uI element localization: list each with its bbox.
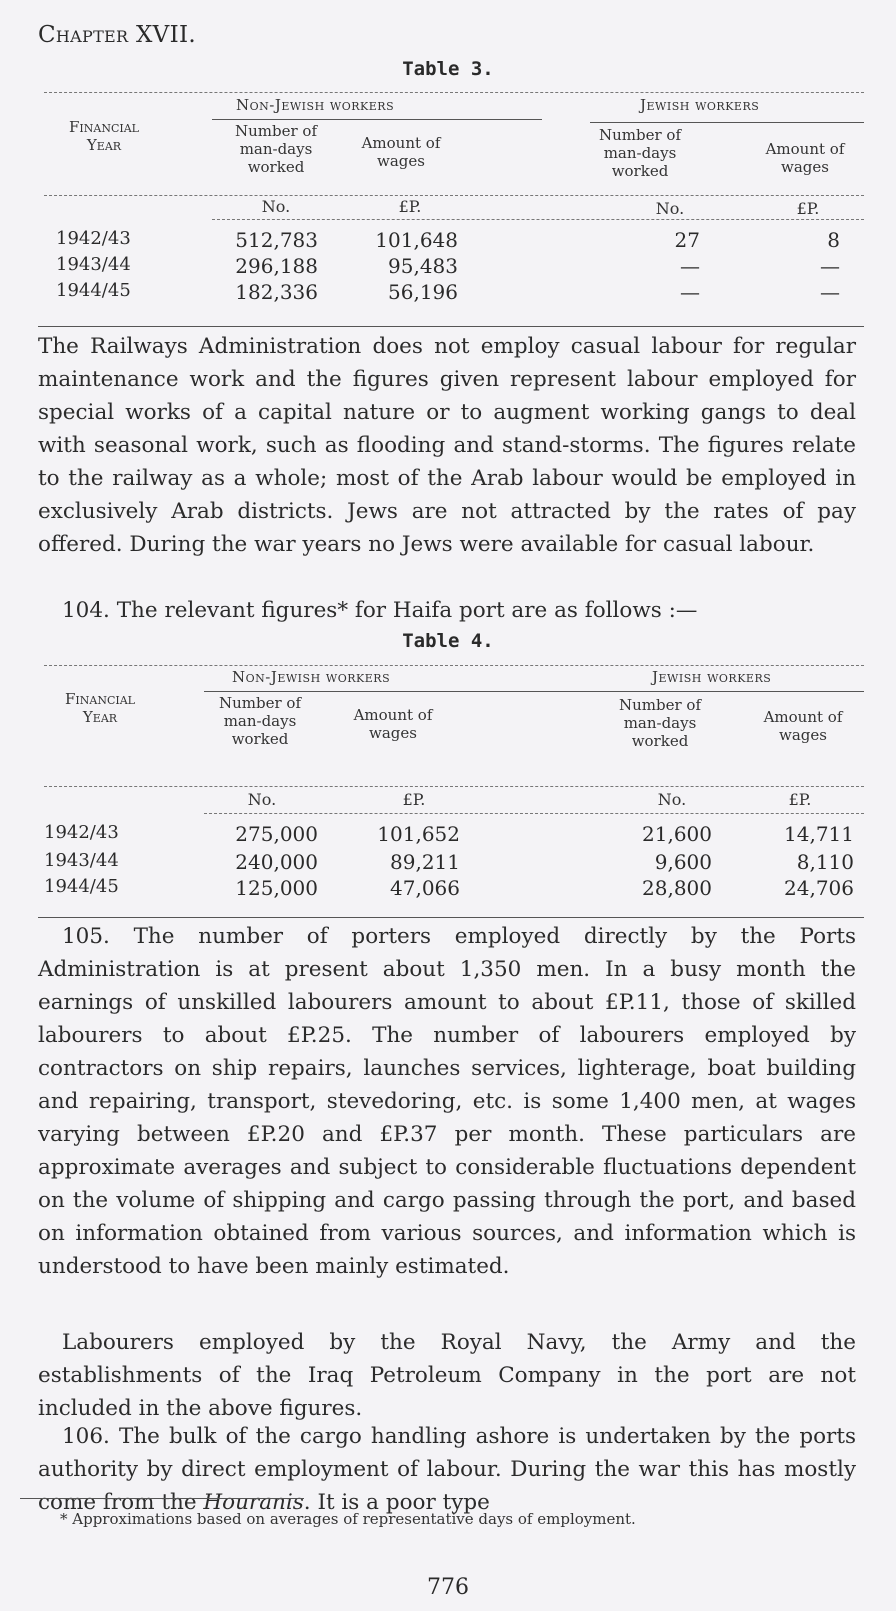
cell-j-wages: —	[820, 254, 840, 278]
cell-nj-wages: 89,211	[390, 850, 460, 874]
table-bottom-rule	[38, 917, 864, 918]
paragraph-104: 104. The relevant figures* for Haifa port are as follows :—	[62, 598, 698, 623]
unit-label: £P.	[788, 790, 812, 809]
group-rule	[204, 691, 864, 692]
para-106-text-end: . It is a poor type	[303, 1490, 490, 1515]
table-4-title: Table 4.	[402, 630, 494, 652]
chapter-heading: Chapter XVII.	[38, 22, 196, 48]
cell-nj-days: 125,000	[235, 876, 318, 900]
unit-rule	[212, 219, 864, 220]
unit-rule	[204, 813, 864, 814]
unit-label: £P.	[796, 199, 820, 218]
header-bottom-rule	[44, 195, 864, 196]
cell-j-wages: 14,711	[784, 822, 854, 846]
paragraph-labourers: Labourers employed by the Royal Navy, the Army and the establishments of the Iraq Petroleum Company in the port are not included in the above figures.	[38, 1330, 856, 1421]
col-header-nj-wages	[338, 706, 448, 742]
header-line: wages	[377, 152, 425, 170]
header-line: man-days	[623, 714, 697, 732]
cell-year: 1943/44	[44, 850, 119, 871]
group-header-jewish: Jewish workers	[652, 668, 772, 686]
header-line: wages	[779, 726, 827, 744]
header-line: worked	[611, 162, 669, 180]
col-header-financial-year	[44, 118, 164, 154]
group-header-non-jewish: Non-Jewish workers	[232, 668, 391, 686]
cell-year: 1942/43	[56, 228, 131, 249]
unit-label: £P.	[398, 197, 422, 216]
cell-nj-wages: 47,066	[390, 876, 460, 900]
cell-j-wages: 8,110	[796, 850, 854, 874]
unit-label: £P.	[402, 790, 426, 809]
col-header-j-days	[580, 126, 700, 180]
cell-nj-days: 275,000	[235, 822, 318, 846]
header-line: Amount of	[361, 134, 441, 152]
unit-label: No.	[261, 197, 291, 216]
header-bottom-rule	[44, 786, 864, 787]
header-line: Amount of	[763, 708, 843, 726]
unit-label: No.	[655, 199, 685, 218]
col-header-nj-wages	[346, 134, 456, 170]
paragraph-105: 105. The number of porters employed directly by the Ports Administration is at present about 1,350 men. In a busy month the earnings of unskilled labourers amount to about £P.11, those of skilled labourers to about £P.25. The number of labourers employed by contractors on ship repairs, launches services, lighterage, boat building and repairing, transport, stevedoring, etc. is some 1,400 men, at wages varying between £P.20 and £P.37 per month. These particulars are approximate averages and subject to considerable fluctuations dependent on the volume of shipping and cargo passing through the port, and based on information obtained from various sources, and information which is understood to have been mainly estimated.	[38, 924, 856, 1279]
cell-nj-days: 240,000	[235, 850, 318, 874]
header-line: wages	[369, 724, 417, 742]
cell-j-days: —	[680, 280, 700, 304]
header-line: worked	[231, 730, 289, 748]
header-line: Number of	[234, 122, 317, 140]
table-3-title: Table 3.	[402, 58, 494, 80]
group-rule	[212, 119, 542, 120]
cell-j-wages: —	[820, 280, 840, 304]
col-header-j-days	[600, 696, 720, 750]
col-header-financial-year	[40, 690, 160, 726]
footnote: * Approximations based on averages of representative days of employment.	[60, 1510, 636, 1528]
cell-j-days: —	[680, 254, 700, 278]
para-106-text: 106. The bulk of the cargo handling ashore is undertaken by the ports authority by direct employment of labour. During the war this has mostly come from the	[38, 1424, 856, 1515]
cell-j-wages: 8	[827, 228, 840, 252]
col-header-j-wages	[750, 140, 860, 176]
cell-nj-wages: 95,483	[388, 254, 458, 278]
paragraph-106	[38, 1420, 856, 1519]
header-line: Year	[82, 708, 118, 726]
cell-j-days: 28,800	[642, 876, 712, 900]
header-line: wages	[781, 158, 829, 176]
cell-nj-days: 296,188	[235, 254, 318, 278]
cell-nj-wages: 56,196	[388, 280, 458, 304]
paragraph-railways: The Railways Administration does not employ casual labour for regular maintenance work and the figures given represent labour employed for special works of a capital nature or to augment working gangs to deal with seasonal work, such as flooding and stand-storms. The figures relate to the railway as a whole; most of the Arab labour would be employed in exclusively Arab districts. Jews are not attracted by the rates of pay offered. During the war years no Jews were available for casual labour.	[38, 334, 856, 557]
col-header-nj-days	[200, 694, 320, 748]
header-line: Number of	[598, 126, 681, 144]
cell-year: 1944/45	[56, 280, 131, 301]
table-top-rule	[44, 92, 864, 93]
header-line: Financial	[65, 690, 135, 708]
group-header-non-jewish: Non-Jewish workers	[236, 96, 395, 114]
header-line: worked	[247, 158, 305, 176]
houranis-term: Houranis	[203, 1490, 304, 1515]
header-line: Year	[86, 136, 122, 154]
cell-year: 1943/44	[56, 254, 131, 275]
page-number: 776	[427, 1575, 469, 1600]
header-line: Financial	[69, 118, 139, 136]
footnote-rule	[20, 1498, 304, 1499]
col-header-j-wages	[748, 708, 858, 744]
cell-j-days: 21,600	[642, 822, 712, 846]
cell-j-days: 9,600	[654, 850, 712, 874]
unit-label: No.	[247, 790, 277, 809]
cell-year: 1944/45	[44, 876, 119, 897]
cell-nj-days: 182,336	[235, 280, 318, 304]
unit-label: No.	[657, 790, 687, 809]
header-line: Number of	[218, 694, 301, 712]
col-header-nj-days	[216, 122, 336, 176]
header-line: man-days	[603, 144, 677, 162]
cell-j-wages: 24,706	[784, 876, 854, 900]
header-line: worked	[631, 732, 689, 750]
cell-j-days: 27	[674, 228, 700, 252]
group-header-jewish: Jewish workers	[640, 96, 760, 114]
header-line: man-days	[223, 712, 297, 730]
header-line: Amount of	[353, 706, 433, 724]
table-top-rule	[44, 665, 864, 666]
cell-year: 1942/43	[44, 822, 119, 843]
cell-nj-wages: 101,652	[377, 822, 460, 846]
cell-nj-days: 512,783	[235, 228, 318, 252]
header-line: Number of	[618, 696, 701, 714]
group-rule	[590, 122, 864, 123]
header-line: Amount of	[765, 140, 845, 158]
header-line: man-days	[239, 140, 313, 158]
table-bottom-rule	[38, 326, 864, 327]
cell-nj-wages: 101,648	[375, 228, 458, 252]
